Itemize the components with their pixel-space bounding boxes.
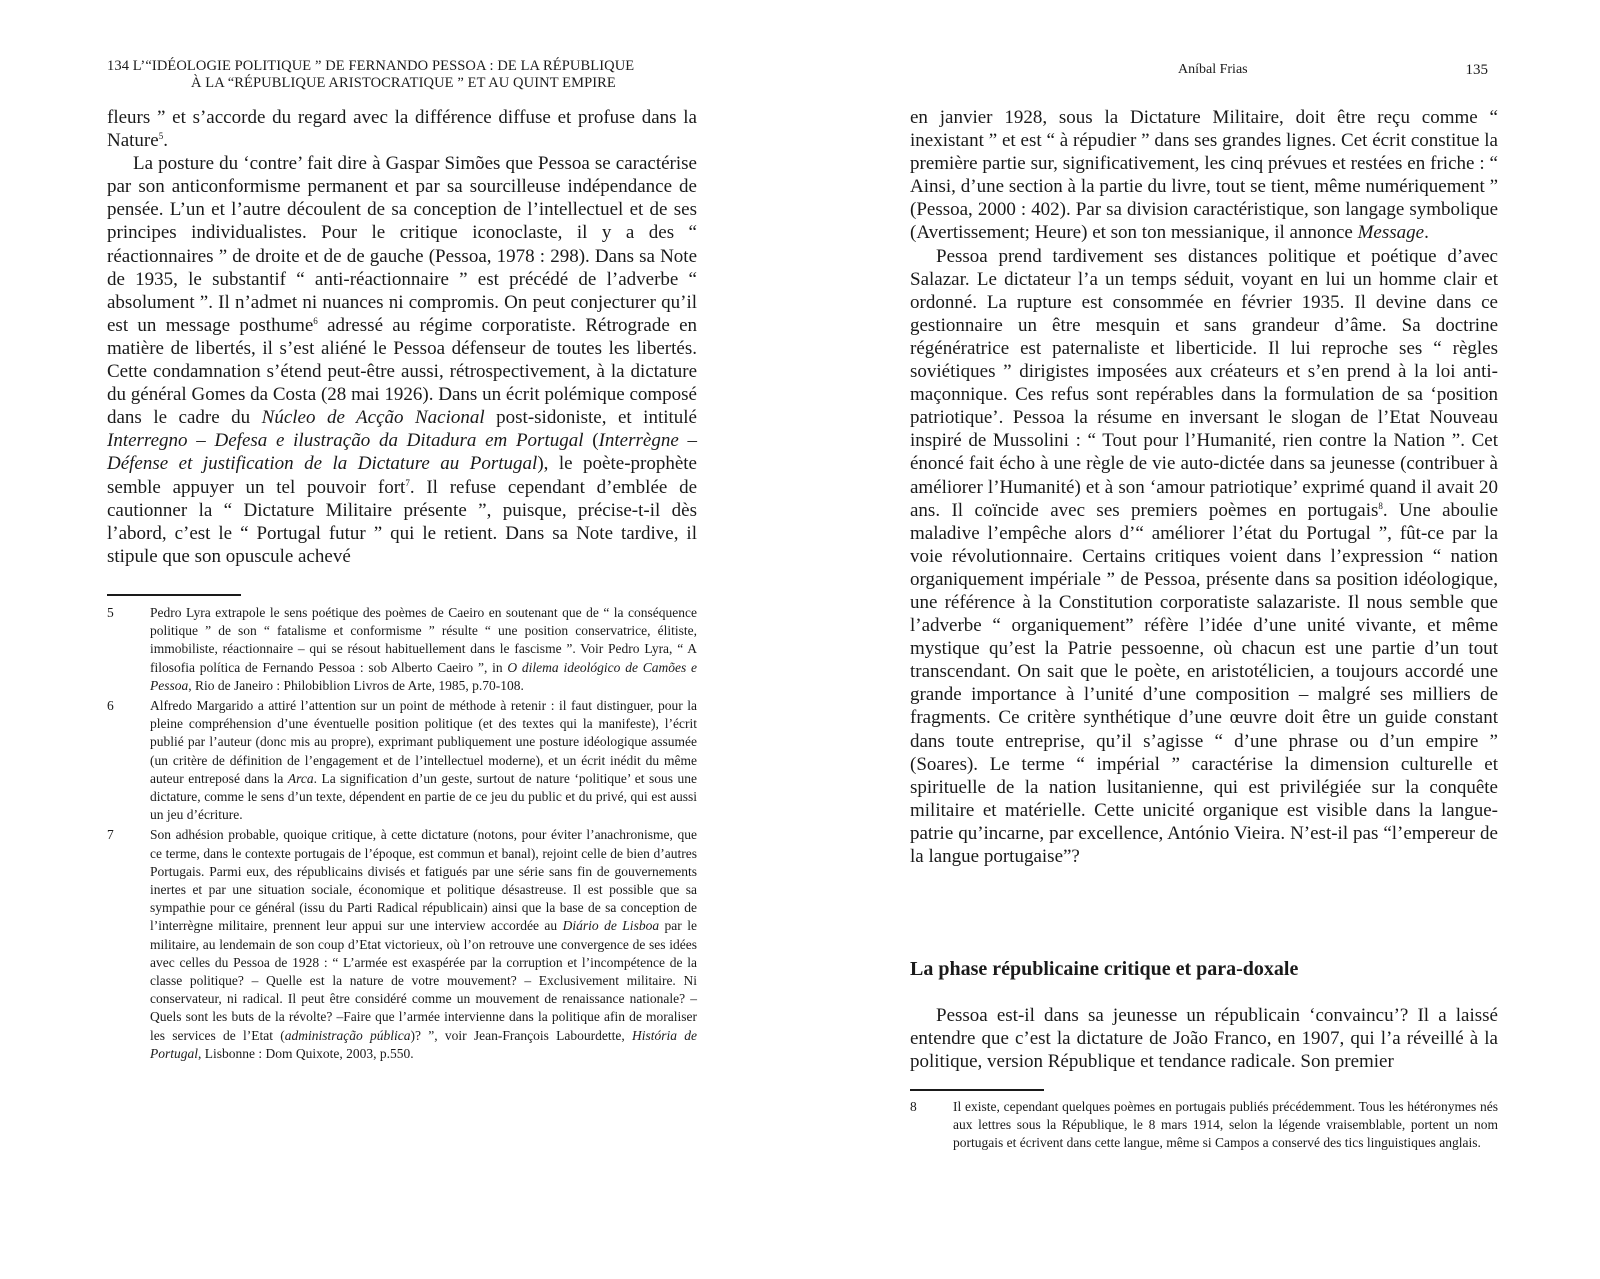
section-body <box>910 1004 1498 1073</box>
text-run: )? ”, voir Jean-François Labourdette, <box>410 1027 632 1043</box>
footnote <box>107 604 697 695</box>
text-run: en janvier 1928, sous la Dictature Militaire, doit être reçu comme “ inexistant ” et est “ à répudier ” dans ses grandes lignes. Cet écrit constitue la première partie sur, significativement, les cinq prévues et restées en friche : “ Ainsi, d’une section à la partie du livre, tout se tient, même numériquement ” (Pessoa, 2000 : 402). Par sa division caractéristique, son langage symbolique (Avertissement; Heure) et son ton messianique, il annonce <box>910 107 1498 244</box>
footnote-ref: 6 <box>313 315 318 326</box>
text-run: par le militaire, au lendemain de son coup d’Etat victorieux, où l’on retrouve une convergence de ses idées avec celles du Pessoa de 1928 : “ L’armée est exaspérée par la corruption et l’incompétence de la classe politique? – Quelle est la nature de votre mouvement? – Exclusivement militaire. Ni conservateur, ni radical. Il peut être considéré comme un mouvement de renaissance nationale? – Quels sont les buts de la révolte? –Faire que l’armée intervienne dans la politique afin de moraliser les services de l’Etat ( <box>150 918 697 1043</box>
paragraph <box>107 106 697 152</box>
page-number: 134 <box>107 58 130 74</box>
italic-title: Arca <box>287 770 314 786</box>
paragraph <box>107 152 697 568</box>
text-run: , Lisbonne : Dom Quixote, 2003, p.550. <box>198 1045 414 1061</box>
footnote <box>910 1098 1498 1153</box>
footnote-number: 6 <box>107 698 114 714</box>
footnote-ref: 5 <box>158 131 164 142</box>
italic-title: Interrègne – Défense et justification de la Dictature au Portugal <box>107 430 697 475</box>
footnote-divider <box>107 594 241 596</box>
text-run: La posture du ‘contre’ fait dire à Gaspar Simões que Pessoa se caractérise par son anticonformisme permanent et par sa sourcilleuse indépendance de pensée. L’un et l’autre découlent de sa conception de l’intellectuel et de ses principes individualistes. Pour le critique iconoclaste, il y a des “ réactionnaires ” de droite et de de gauche (Pessoa, 1978 : 298). Dans sa Note de 1935, le substantif “ anti-réactionnaire ” est précédé de l’adverbe “ absolument ”. Il n’admet ni nuances ni compromis. On peut conjecturer qu’il est un message posthume <box>107 153 697 336</box>
text-run: ), le poète-prophète semble appuyer un tel pouvoir fort <box>107 453 697 498</box>
text-run: fleurs ” et s’accorde du regard avec la différence diffuse et profuse dans la Nature <box>107 107 697 152</box>
running-author: Aníbal Frias <box>1178 62 1248 77</box>
italic-title: Interregno – Defesa e ilustração da Ditadura em Portugal <box>107 430 584 452</box>
text-run: . Une aboulie maladive l’empêche alors d’“ améliorer l’état du Portugal ”, fût-ce par la voie révolutionnaire. Certains critiques voient dans l’expression “ nation organiquement impériale ” de Pessoa, présente dans sa position idéologique, une référence à la Constitution corporatiste salazariste. Il nous semble que l’adverbe “ organiquement” réfère l’idée d’une unité vivante, et même mystique qu’est la Patrie pessoenne, où chacun est une partie d’un tout transcendant. On sait que le poète, en aristotélicien, a toujours accordé une grande importance à l’unité d’une composition – malgré ses milliers de fragments. Ce critère synthétique d’une œuvre doit être un guide constant dans toute entreprise, qu’il s’agisse “ d’une phrase ou d’un empire ” (Soares). Le terme “ impérial ” caractérise la dimension culturelle et spirituelle de la nation lusitanienne, qui est privilégiée sur la conquête militaire et matérielle. Cette unicité organique est visible dans la langue-patrie qu’incarne, par excellence, António Vieira. N’est-il pas “l’empereur de la langue portugaise”? <box>910 499 1499 867</box>
running-head <box>107 58 697 92</box>
text-run: Alfredo Margarido a attiré l’attention sur un point de méthode à retenir : il faut distinguer, pour la pleine compréhension d’une éventuelle position politique (et des textes qui la manifeste), l’écrit publié par l’auteur (donc mis au propre), exprimant publiquement une posture idéologique assumée (un critère de définition de l’engagement et de l’intellectuel moderne), et un écrit inédit du même auteur entreposé dans la <box>150 698 697 786</box>
text-run: . <box>163 130 168 152</box>
italic-title: Message <box>1357 222 1425 244</box>
paragraph <box>910 106 1498 245</box>
footnote-number: 8 <box>910 1099 917 1114</box>
text-run: Pessoa prend tardivement ses distances politique et poétique d’avec Salazar. Le dictateur l’a un temps séduit, voyant en lui un homme clair et ordonné. La rupture est consommée en février 1935. Il devine dans ce gestionnaire un être mesquin et sans grandeur d’âme. Sa doctrine régénératrice est paternaliste et liberticide. Il lui reproche ses “ règles soviétiques ” dirigistes imposées aux créateurs et s’en prend à la loi anti-maçonnique. Ces refus sont repérables dans la formulation de sa ‘position patriotique’. Pessoa la résume en inversant le slogan de l’Etat Nouveau inspiré de Mussolini : “ Tout pour l’Humanité, rien contre la Nation ”. Cet énoncé fait écho à une règle de vie auto-dictée dans sa jeunesse (contribuer à améliorer l’Humanité) et à son ‘amour patriotique’ exprimé quand il avait 20 ans. Il coïncide avec ses premiers poèmes en portugais <box>910 245 1498 521</box>
left-page <box>107 0 697 1279</box>
footnote-ref: 8 <box>1378 500 1383 511</box>
text-run: ( <box>583 430 599 452</box>
section-paragraph: Pessoa est-il dans sa jeunesse un républicain ‘convaincu’? Il a laissé entendre que c’est la dictature de João Franco, en 1907, qui l’a réveillé à la politique, version République et tendance radicale. Son premier <box>910 1005 1498 1073</box>
page-number: 135 <box>1465 62 1488 78</box>
italic-title: História de Portugal <box>150 1027 698 1061</box>
italic-title: Diário de Lisboa <box>562 918 660 934</box>
footnote-number: 5 <box>107 605 114 620</box>
italic-title: Núcleo de Acção Nacional <box>261 407 485 429</box>
text-run: post-sidoniste, et intitulé <box>484 407 697 429</box>
footnote <box>107 826 697 1063</box>
paragraph <box>910 245 1498 869</box>
footnotes <box>107 604 697 1065</box>
running-head <box>910 62 1498 82</box>
text-run: . Il refuse cependant d’emblée de cautionner la “ Dictature Militaire présente ”, puisque, précise-t-il dès l’abord, c’est le “ Portugal futur ” qui le retient. Dans sa Note tardive, il stipule que son opuscule achevé <box>107 476 698 567</box>
text-run: . <box>1424 222 1429 244</box>
text-run: Pedro Lyra extrapole le sens poétique des poèmes de Caeiro en soutenant que de “ la conséquence politique ” de son “ fatalisme et conformisme ” résulte “ une position conservatrice, élitiste, immobiliste, réactionnaire – qui se résout habituellement dans le fascisme ”. Voir Pedro Lyra, “ A filosofia política de Fernando Pessoa : sob Alberto Caeiro ”, in <box>150 605 697 675</box>
footnotes <box>910 1098 1498 1155</box>
body-text <box>107 106 697 568</box>
right-page <box>910 0 1498 1279</box>
text-run: . La signification d’un geste, surtout de nature ‘politique’ et sous une dictature, comme le sens d’un texte, dépendent en partie de ce jeu du public et du privé, qui est aussi un jeu d’écriture. <box>150 770 697 823</box>
footnote-ref: 7 <box>405 477 410 488</box>
body-text <box>910 106 1498 868</box>
footnote <box>107 697 697 824</box>
footnote-number: 7 <box>107 827 114 843</box>
section-heading: La phase républicaine critique et para-doxale <box>910 958 1299 980</box>
text-run: Son adhésion probable, quoique critique, à cette dictature (notons, pour éviter l’anachronisme, que ce terme, dans le contexte portugais de l’époque, est commun et banal), rejoint celle de bien d’autres Portugais. Parmi eux, des républicains divisés et fatigués par une série sans fin de gouvernements inertes et par une situation sociale, économique et politique désastreuse. Il est possible que sa sympathie pour ce général (issu du Parti Radical républicain) ainsi que la base de sa conception de l’interrègne militaire, prennent leur appui sur une interview accordée au <box>150 827 697 934</box>
text-run: adressé au régime corporatiste. Rétrograde en matière de libertés, il s’est aliéné le Pessoa défenseur de toutes les libertés. Cette condamnation s’étend peut-être aussi, rétrospectivement, à la dictature du général Gomes da Costa (28 mai 1926). Dans un écrit polémique composé dans le cadre du <box>107 314 697 429</box>
text-run: , Rio de Janeiro : Philobiblion Livros de Arte, 1985, p.70-108. <box>188 677 524 693</box>
text-run: Il existe, cependant quelques poèmes en portugais publiés précédemment. Tous les hétéronymes nés aux lettres sous la République, le 8 mars 1914, selon la légende vraisemblable, portent un nom portugais et écrivent dans cette langue, même si Campos a conservé des tics linguistiques anglais. <box>953 1099 1498 1151</box>
running-title-line-1: L’“IDÉOLOGIE POLITIQUE ” DE FERNANDO PESSOA : DE LA RÉPUBLIQUE <box>132 58 635 74</box>
footnote-divider <box>910 1089 1044 1091</box>
italic-title: administração pública <box>284 1027 411 1043</box>
italic-title: O dilema ideológico de Camões e Pessoa <box>150 659 697 693</box>
running-title-line-2: À LA “RÉPUBLIQUE ARISTOCRATIQUE ” ET AU QUINT EMPIRE <box>191 75 616 91</box>
